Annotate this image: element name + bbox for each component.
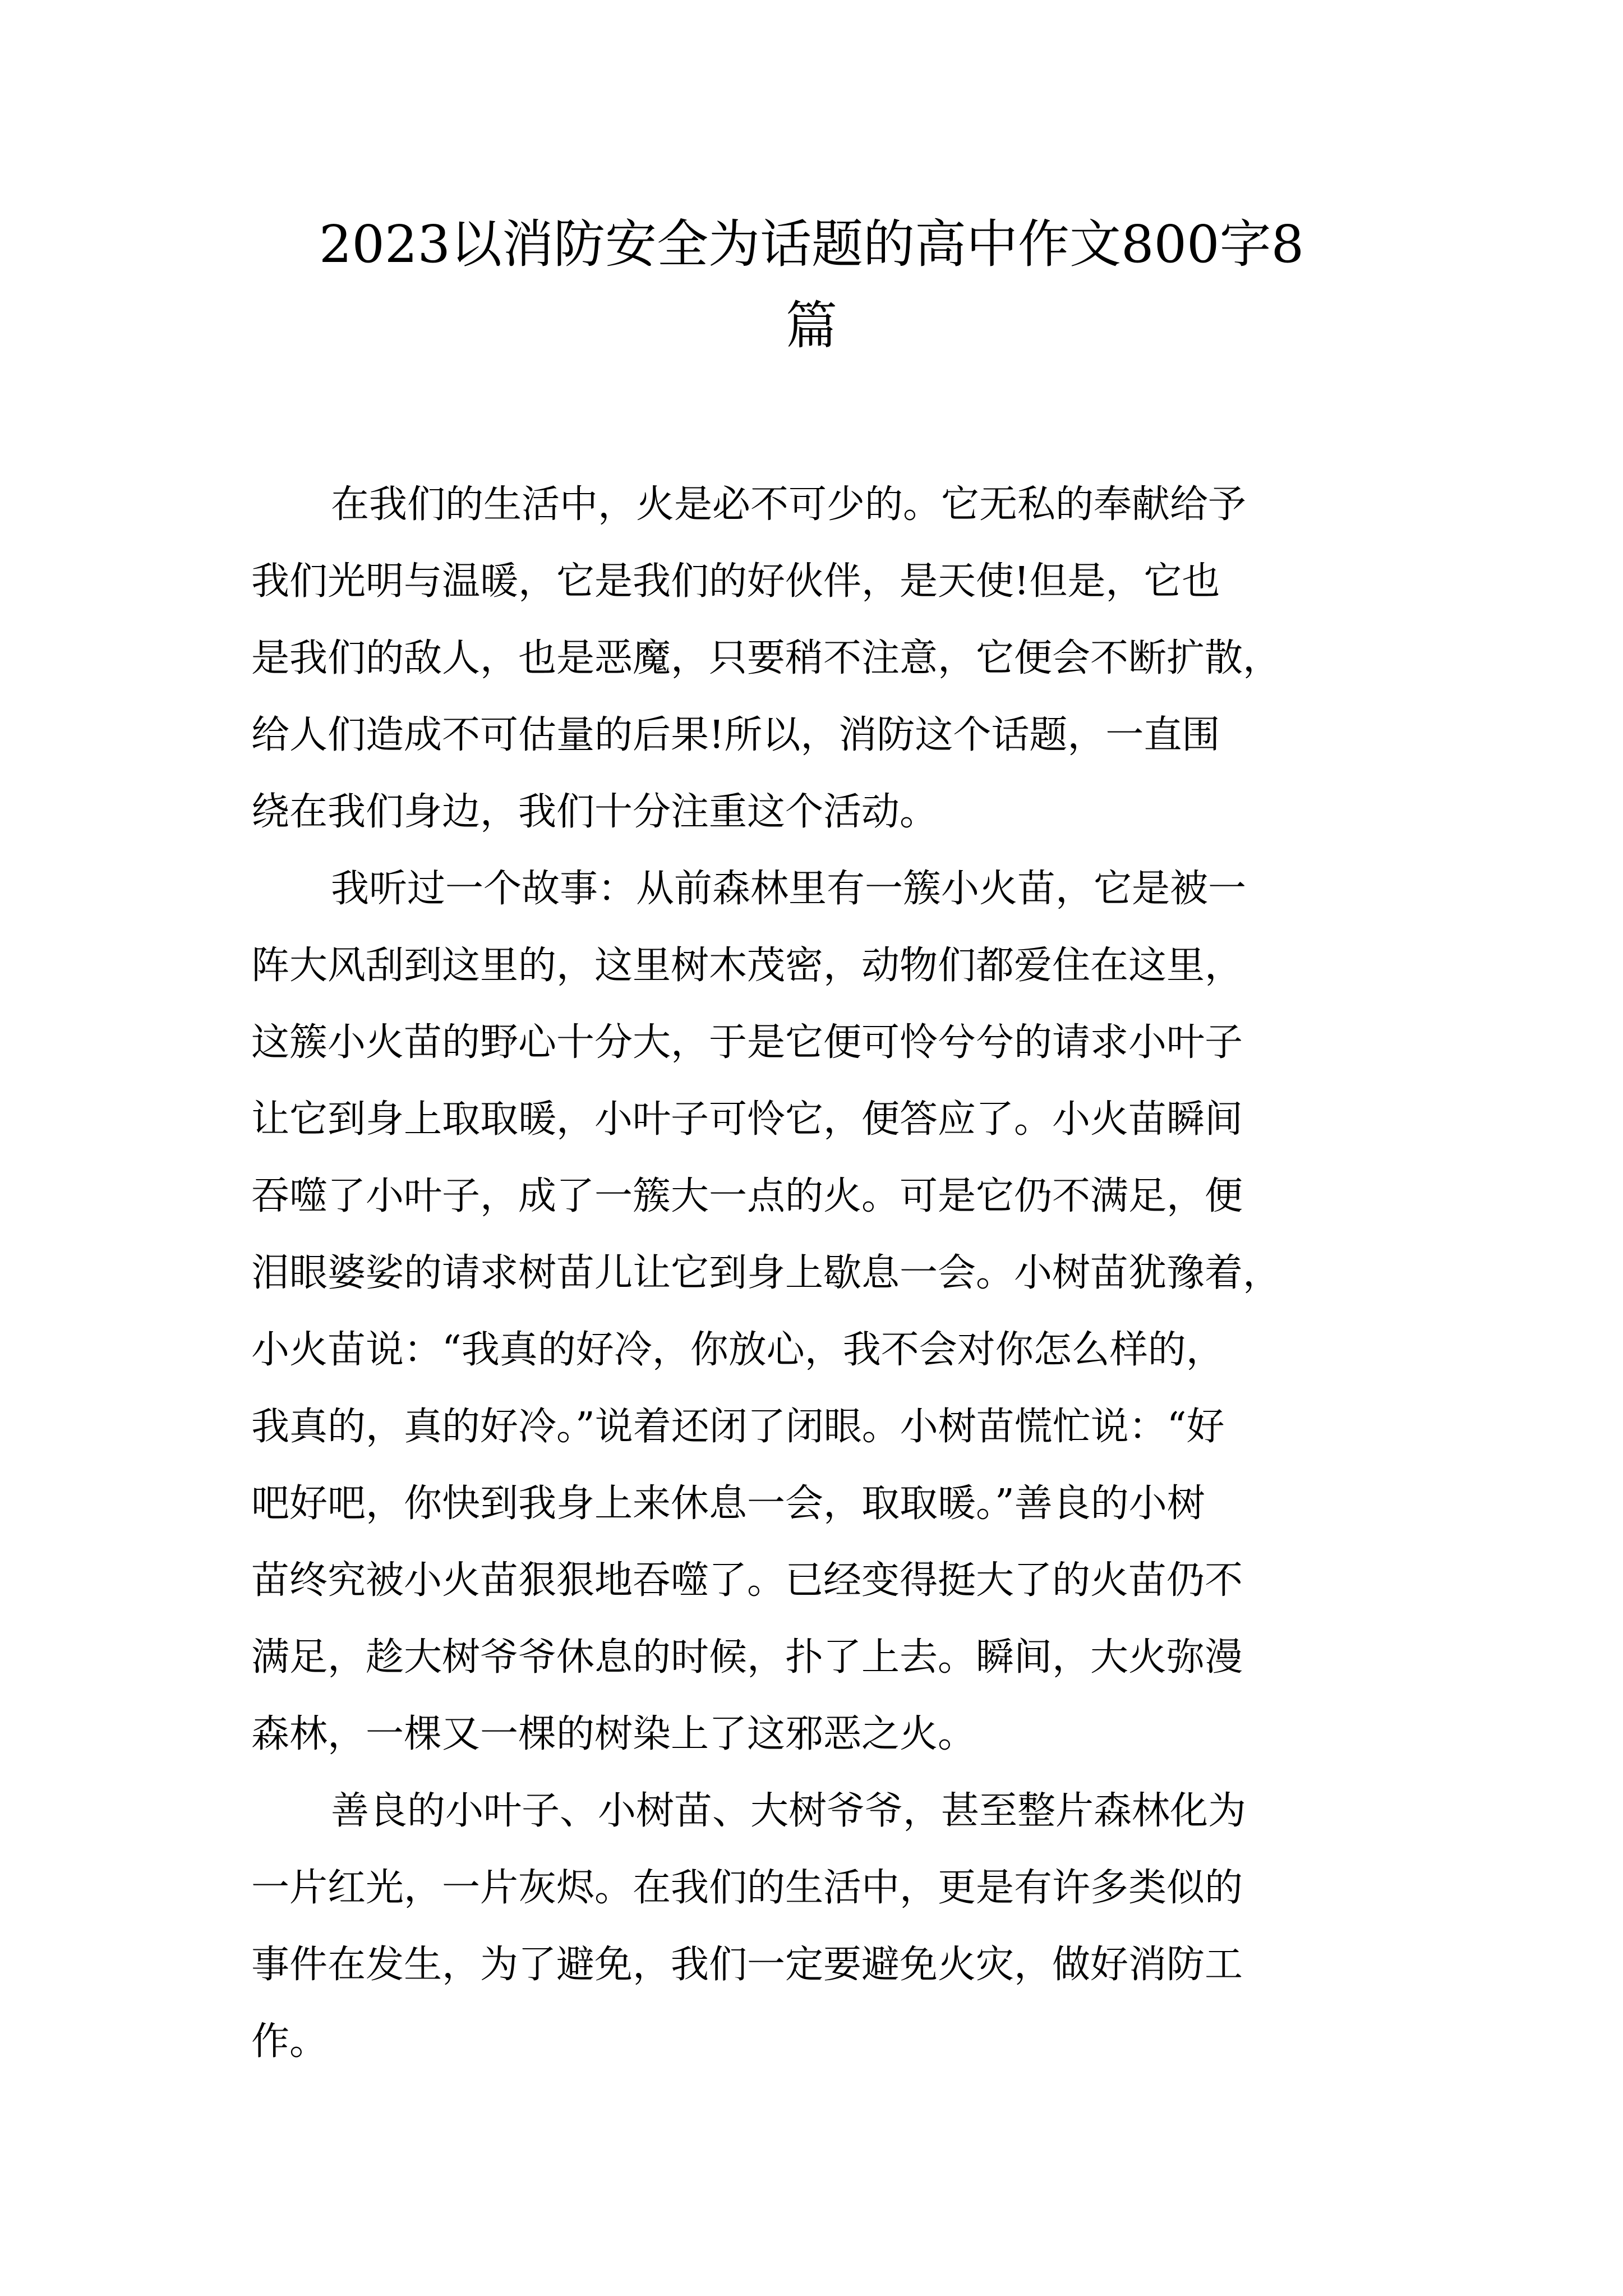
paragraph-2-line-10: 苗终究被小火苗狠狠地吞噬了。已经变得挺大了的火苗仍不 [251, 1558, 1243, 1603]
paragraph-2-line-7: 小火苗说：“我真的好冷，你放心，我不会对你怎么样的， [251, 1328, 1224, 1372]
paragraph-1-line-3: 是我们的敌人，也是恶魔，只要稍不注意，它便会不断扩散， [251, 636, 1281, 680]
paragraph-2-line-1: 我听过一个故事：从前森林里有一簇小火苗，它是被一 [331, 867, 1247, 911]
paragraph-1-line-4: 给人们造成不可估量的后果!所以，消防这个话题，一直围 [251, 713, 1220, 757]
paragraph-2-line-12: 森林，一棵又一棵的树染上了这邪恶之火。 [251, 1712, 976, 1756]
paragraph-2-line-9: 吧好吧，你快到我身上来休息一会，取取暖。”善良的小树 [251, 1481, 1205, 1526]
paragraph-2-line-3: 这簇小火苗的野心十分大，于是它便可怜兮兮的请求小叶子 [251, 1020, 1243, 1065]
paragraph-3-line-2: 一片红光，一片灰烬。在我们的生活中，更是有许多类似的 [251, 1866, 1243, 1910]
paragraph-1-line-5: 绕在我们身边，我们十分注重这个活动。 [251, 790, 938, 834]
paragraph-2-line-2: 阵大风刮到这里的，这里树木茂密，动物们都爱住在这里， [251, 944, 1243, 988]
paragraph-3-line-4: 作。 [251, 2019, 328, 2064]
paragraph-2-line-4: 让它到身上取取暖，小叶子可怜它，便答应了。小火苗瞬间 [251, 1097, 1243, 1142]
paragraph-3-line-3: 事件在发生，为了避免，我们一定要避免火灾，做好消防工 [251, 1943, 1243, 1987]
paragraph-3-line-1: 善良的小叶子、小树苗、大树爷爷，甚至整片森林化为 [331, 1789, 1247, 1833]
paragraph-1-line-2: 我们光明与温暖，它是我们的好伙伴，是天使!但是，它也 [251, 559, 1220, 604]
paragraph-2-line-11: 满足，趁大树爷爷休息的时候，扑了上去。瞬间，大火弥漫 [251, 1635, 1243, 1680]
paragraph-1-line-1: 在我们的生活中，火是必不可少的。它无私的奉献给予 [331, 482, 1247, 527]
paragraph-2-line-5: 吞噬了小叶子，成了一簇大一点的火。可是它仍不满足，便 [251, 1174, 1243, 1218]
document-title-line-1: 2023以消防安全为话题的高中作文800字8 [319, 214, 1304, 274]
document-title-line-2: 篇 [785, 296, 837, 356]
paragraph-2-line-8: 我真的，真的好冷。”说着还闭了闭眼。小树苗慌忙说：“好 [251, 1405, 1225, 1449]
paragraph-2-line-6: 泪眼婆娑的请求树苗儿让它到身上歇息一会。小树苗犹豫着， [251, 1251, 1281, 1295]
